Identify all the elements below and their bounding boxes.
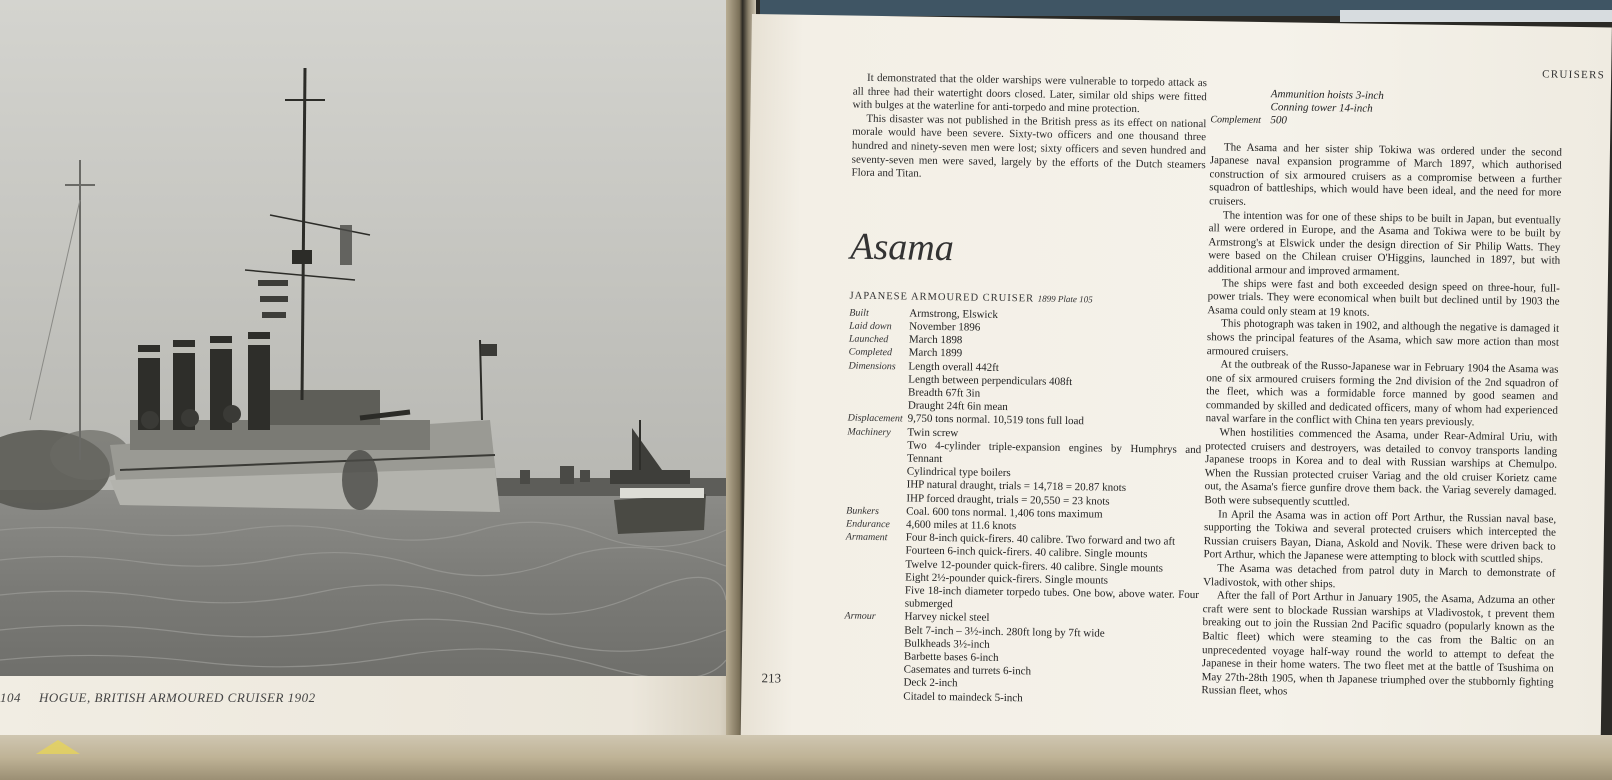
- spec-label: Dimensions: [848, 360, 896, 372]
- ship-type: JAPANESE ARMOURED CRUISER: [849, 290, 1035, 305]
- plate-title: HOGUE, BRITISH ARMOURED CRUISER 1902: [39, 690, 316, 705]
- spec-value: Citadel to maindeck 5-inch: [903, 690, 1023, 704]
- spec-value: Harvey nickel steel: [904, 610, 990, 625]
- spec-value: Cylindrical type boilers: [906, 465, 1011, 480]
- spec-value: 500: [1270, 114, 1287, 127]
- body-paragraph: The intention was for one of these ships to be built in Japan, but eventually all were ordered in Europe, and the Asama and Tokiwa were to be built by Armstrong's at Elswick under the design direction of Sir Philip Watts. They were based on the Chilean cruiser O'Higgins, launched in 1897, but with additional armour and improved armament.: [1207, 209, 1561, 279]
- ship-title: Asama: [850, 225, 955, 269]
- specification-table: [843, 306, 1203, 708]
- spec-value: Barbette bases 6-inch: [903, 650, 999, 664]
- spec-value: March 1899: [908, 346, 963, 360]
- intro-paragraph: It demonstrated that the older warships were vulnerable to torpedo attack as all three had their watertight doors closed. Later, similar old ships were fitted with bulges at the waterline for anti-torpedo and mine protection.: [852, 71, 1208, 116]
- plate-number: 104: [0, 690, 21, 705]
- body-text: [1201, 141, 1562, 704]
- spec-label: [1210, 87, 1270, 114]
- spec-value: Fourteen 6-inch quick-firers. 40 calibre. Single mounts: [905, 544, 1148, 561]
- spec-values: [1270, 115, 1287, 128]
- spec-value: Length between perpendiculars 408ft: [908, 373, 1073, 388]
- spec-value: IHP natural draught, trials = 14,718 = 20.87 knots: [906, 478, 1127, 495]
- spec-values: [903, 611, 1198, 708]
- spec-value: Draught 24ft 6in mean: [907, 399, 1008, 414]
- intro-text: [851, 72, 1207, 186]
- spec-label: Endurance: [845, 518, 890, 531]
- spec-row: [846, 425, 1201, 510]
- spec-values: [905, 532, 1200, 616]
- spec-value: Twelve 12-pounder quick-firers. 40 calibre. Single mounts: [905, 558, 1164, 575]
- spec-value: 9,750 tons normal. 10,519 tons full load: [907, 412, 1085, 428]
- spec-value: Deck 2-inch: [903, 676, 958, 690]
- spec-label: Built: [849, 307, 869, 319]
- spec-value: Length overall 442ft: [908, 360, 999, 374]
- body-paragraph: The ships were fast and both exceeded design speed on three-hour, full-power trials. They were economical when built but declined until by 1903 the Asama could only steam at 19 knots.: [1207, 276, 1560, 319]
- spec-value: Belt 7-inch – 3½-inch. 280ft long by 7ft wide: [904, 624, 1105, 640]
- plate-caption: [0, 690, 334, 706]
- spec-value: Two 4-cylinder triple-expansion engines by Humphrys and Tennant: [906, 439, 1202, 466]
- body-paragraph: The Asama was detached from patrol duty in March to demonstrate of Vladivostok, with other ships.: [1203, 562, 1556, 590]
- left-text-column: [843, 72, 1207, 708]
- ship-photograph: [0, 0, 726, 676]
- spec-value: IHP forced draught, trials = 20,550 = 23 knots: [906, 492, 1110, 508]
- spec-value: November 1896: [909, 320, 981, 334]
- spec-value: Bulkheads 3½-inch: [904, 637, 990, 651]
- page-edge-bottom: [0, 735, 1612, 780]
- spec-label: Armour: [844, 610, 876, 623]
- right-page: [741, 14, 1612, 755]
- spec-value: Conning tower 14-inch: [1270, 101, 1373, 115]
- photograph-illustration: [0, 0, 726, 676]
- body-paragraph: In April the Asama was in action off Port Arthur, the Russian naval base, supporting the Tokiwa and several protected cruisers which intercepted the Russian cruisers Bayan, Diana, Askold and Novik. These were driven back to Port Arthur, which the Japanese were attempting to block with scuttled ships.: [1203, 508, 1557, 566]
- ship-subhead: [849, 290, 1203, 307]
- body-paragraph: This photograph was taken in 1902, and although the negative is damaged it shows the principal features of the Asama, which saw more action than most armoured cruisers.: [1206, 317, 1560, 358]
- spec-label: Complement: [1210, 114, 1262, 127]
- body-paragraph: At the outbreak of the Russo-Japanese war in February 1904 the Asama was one of six armoured cruisers forming the 2nd division of the 2nd squadron of the fleet, which was a formidable force manned by good seamen and commanded by skilled and dedicated officers, many of whom had experienced naval warfare in the conflict with China ten years previously.: [1205, 358, 1559, 429]
- spec-value: Breadth 67ft 3in: [907, 386, 981, 400]
- body-paragraph: When hostilities commenced the Asama, under Rear-Admiral Uriu, with protected cruisers and destroyers, was detailed to convoy transports landing Japanese troops in Korea and to deal with Russian warships at Chemulpo. When the Russian protected cruiser Variag and the old cruiser Korietz came out, the Asama's fierce gunfire drove them back. the Variag severely damaged. Both were subsequently scuttled.: [1204, 426, 1558, 509]
- spec-row: [845, 531, 1200, 616]
- spec-row: [848, 359, 1203, 417]
- spec-value: Eight 2½-pounder quick-firers. Single mounts: [905, 571, 1109, 587]
- spec-label: Machinery: [847, 426, 891, 438]
- spec-value: 4,600 miles at 11.6 knots: [905, 518, 1017, 533]
- left-page: [0, 0, 742, 740]
- spec-value: Twin screw: [907, 426, 959, 439]
- spec-value: Four 8-inch quick-firers. 40 calibre. Two forward and two aft: [905, 531, 1176, 548]
- spec-label: Bunkers: [846, 505, 880, 517]
- body-paragraph: The Asama and her sister ship Tokiwa was ordered under the second Japanese naval expansion programme of March 1897, which authorised construction of six armoured cruisers as a compromise between a further squadron of battleships, which would have been ideal, and the need for more cruisers.: [1209, 141, 1563, 208]
- spec-value: Coal. 600 tons normal. 1,406 tons maximum: [906, 505, 1103, 521]
- spec-label: Launched: [848, 333, 889, 346]
- spec-label: Completed: [848, 346, 893, 359]
- spec-label: Laid down: [849, 320, 892, 333]
- page-number: 213: [761, 670, 782, 686]
- book-cover-edge-light: [1340, 10, 1612, 22]
- spec-label: Displacement: [847, 412, 903, 425]
- spec-value: Casemates and turrets 6-inch: [903, 663, 1032, 678]
- spec-row: [843, 610, 1198, 708]
- intro-paragraph: This disaster was not published in the British press as its effect on national morale would have been severe. Sixty-two officers and one thousand three hundred and ninety-seven men were lost; sixty officers and seven hundred and seventy-seven men were saved, largely by the efforts of the Dutch steamers Flora and Titan.: [851, 112, 1207, 180]
- spec-label: Armament: [845, 531, 888, 544]
- spec-values: [1270, 88, 1383, 116]
- spec-values: [906, 426, 1201, 510]
- body-paragraph: After the fall of Port Arthur in January 1905, the Asama, Adzuma an other craft were sent to blockade Russian warships at Vladivostok, t prevent them breaking out to join the Russian 2nd Pacific squadro (popularly known as the Baltic fleet) which were steaming to the cas from the Baltic on an unprecedented voyage half-way round the world to attempt to defeat the Japanese in their home waters. The two fleet met at the battle of Tsushima on May 27th-28th 1905, when th Japanese triumphed over the stubbornly fighting Russian fleet, whos: [1201, 589, 1555, 698]
- spec-values: [908, 360, 1203, 417]
- running-head: CRUISERS: [1542, 68, 1606, 82]
- spec-value: Ammunition hoists 3-inch: [1270, 88, 1384, 102]
- spec-value: Five 18-inch diameter torpedo tubes. One bow, above water. Four submerged: [904, 584, 1200, 611]
- right-text-column: [1201, 87, 1563, 703]
- ship-year-plate: 1899 Plate 105: [1037, 293, 1093, 305]
- specification-continued: [1210, 87, 1563, 132]
- spec-value: March 1898: [908, 333, 963, 347]
- sticky-tab: [36, 740, 80, 754]
- spec-value: Armstrong, Elswick: [909, 307, 999, 321]
